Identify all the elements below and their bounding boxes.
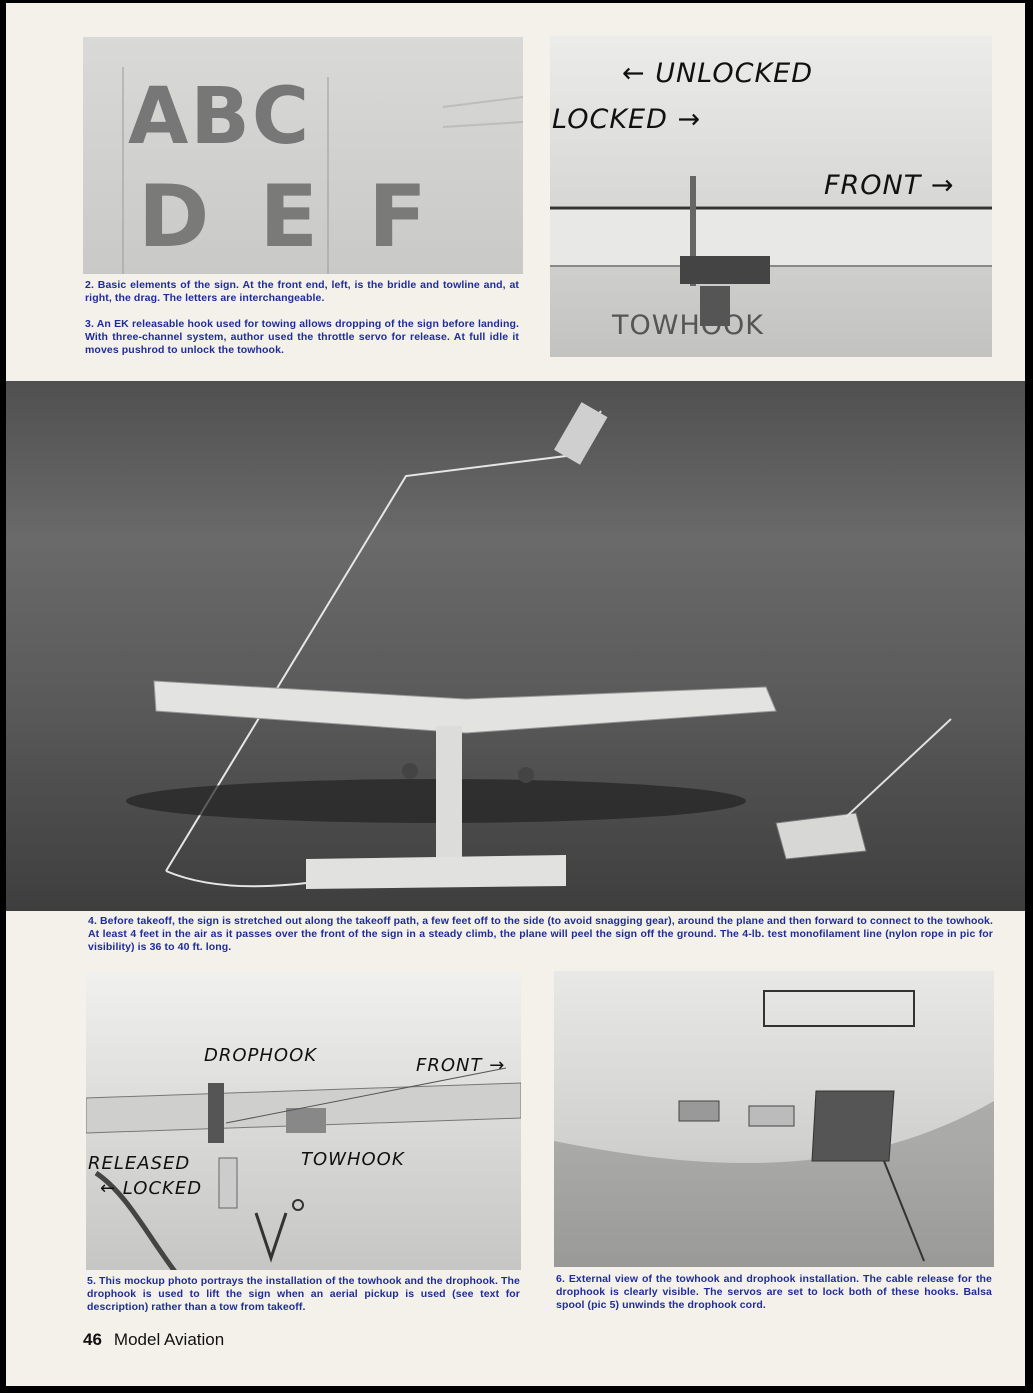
label-drophook: DROPHOOK [204, 1045, 318, 1066]
photo-plane-on-field [6, 381, 1025, 911]
magazine-page [6, 3, 1025, 1386]
label-locked-mockup: ← LOCKED [100, 1178, 203, 1199]
sign-letters-row1: ABC [128, 72, 312, 162]
sign-letters-row2: DEF [138, 167, 477, 267]
caption-6: 6. External view of the towhook and drophook installation. The cable release for the drophook is clearly visible. The servos are set to lock both of these hooks. Balsa spool (pic 5) unwinds the drophook cord. [556, 1273, 992, 1311]
label-front: FRONT → [824, 170, 955, 201]
caption-2: 2. Basic elements of the sign. At the front end, left, is the bridle and towline and, at right, the drag. The letters are interchangeable. [85, 279, 519, 304]
label-locked: LOCKED → [552, 104, 702, 135]
caption-4: 4. Before takeoff, the sign is stretched out along the takeoff path, a few feet off to the side (to avoid snagging gear), around the plane and then forward to connect to the towhook. At least 4 feet in the air as it passes over the front of the sign in a steady climb, the plane will peel the sign off the ground. The 4-lb. test monofilament line (nylon rope in pic for visibility) is 36 to 40 ft. long. [88, 915, 993, 953]
page-number: 46 [83, 1330, 102, 1349]
plane-field-illustration [6, 381, 1025, 911]
mockup-hooks-illustration [86, 973, 521, 1270]
magazine-title: Model Aviation [113, 1330, 225, 1349]
photo-external-view [554, 971, 994, 1267]
photo-mockup-hooks [86, 973, 521, 1270]
photo-towhook-closeup [550, 36, 992, 357]
caption-5: 5. This mockup photo portrays the installation of the towhook and the drophook. The drophook is used to lift the sign when an aerial pickup is used (see text for description) rather than a tow from takeoff. [87, 1275, 520, 1313]
label-front-mockup: FRONT → [416, 1055, 506, 1076]
label-released: RELEASED [88, 1153, 191, 1174]
label-towhook-mockup: TOWHOOK [301, 1149, 405, 1170]
page-footer [83, 1330, 224, 1350]
caption-3: 3. An EK releasable hook used for towing allows dropping of the sign before landing. With three-channel system, author used the throttle servo for release. At full idle it moves pushrod to unlock the towhook. [85, 318, 519, 356]
label-towhook: TOWHOOK [612, 310, 764, 341]
photo-sign-letters [83, 37, 523, 274]
label-unlocked: ← UNLOCKED [622, 58, 814, 89]
external-view-illustration [554, 971, 994, 1267]
